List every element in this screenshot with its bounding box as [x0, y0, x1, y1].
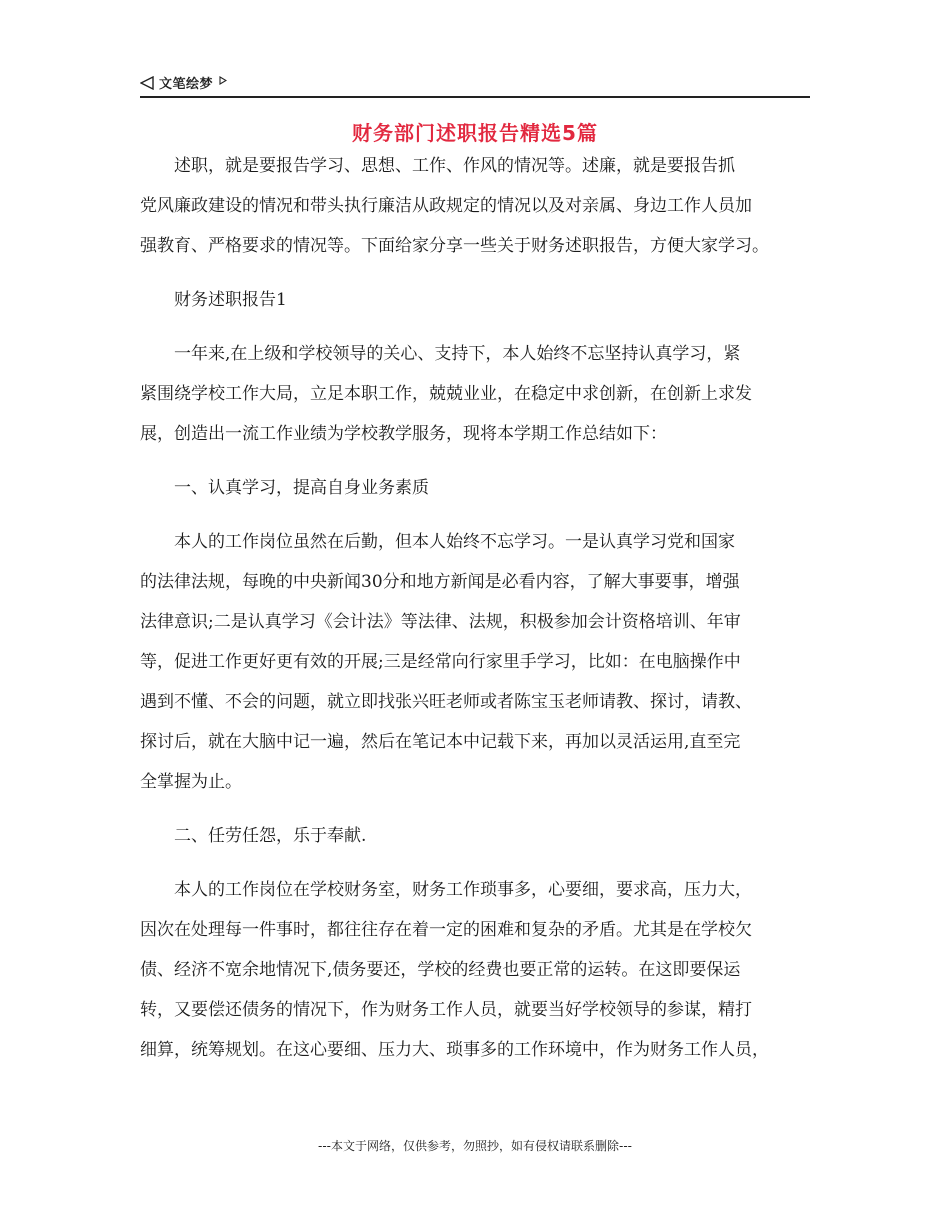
document-title: 财务部门述职报告精选5篇 [352, 121, 598, 145]
page-footer: ---本文于网络，仅供参考，勿照抄，如有侵权请联系删除--- [318, 1139, 632, 1153]
section-heading: 财务述职报告1 [174, 290, 287, 310]
intro-paragraph: 述职，就是要报告学习、思想、工作、作风的情况等。述廉，就是要报告抓 党风廉政建设的情况和带头执行廉洁从政规定的情况以及对亲属、身边工作人员加 强教育、严格要求的情况等。下面给家分享一些关于财务述职报告，方便大家学习。 [140, 156, 769, 256]
document-body [140, 146, 820, 1084]
brand-logo [140, 73, 227, 92]
page-header [140, 72, 810, 98]
triangle-left-icon [140, 76, 154, 90]
body-paragraph: 本人的工作岗位在学校财务室，财务工作琐事多，心要细，要求高，压力大， 因次在处理每一件事时，都往往存在着一定的困难和复杂的矛盾。尤其是在学校欠 债、经济不宽余地情况下,债务要还，学校的经费也要正常的运转。在这即要保运 转，又要偿还债务的情况下，作为财务工作人员，就要当好学校领导的参谋，精打 细算，统筹规划。在这心要细、压力大、琐事多的工作环境中，作为财务工作人员， [140, 880, 769, 1060]
brand-name: 文笔绘梦 [159, 77, 214, 92]
subsection-heading: 一、认真学习，提高自身业务素质 [174, 478, 429, 498]
body-paragraph: 一年来,在上级和学校领导的关心、支持下，本人始终不忘坚持认真学习，紧 紧围绕学校工作大局，立足本职工作，兢兢业业，在稳定中求创新，在创新上求发 展，创造出一流工作业绩为学校教学服务，现将本学期工作总结如下： [140, 344, 752, 444]
body-paragraph: 本人的工作岗位虽然在后勤，但本人始终不忘学习。一是认真学习党和国家 的法律法规，每晚的中央新闻30分和地方新闻是必看内容，了解大事要事，增强 法律意识;二是认真学习《会计法》等法律、法规，积极参加会计资格培训、年审 等，促进工作更好更有效的开展;三是经常向行家里手学习，比如：在电脑操作中 遇到不懂、不会的问题，就立即找张兴旺老师或者陈宝玉老师请教、探讨，请教、 探讨后，就在大脑中记一遍，然后在笔记本中记载下来，再加以灵活运用,直至完 全掌握为止。 [140, 532, 752, 792]
triangle-right-icon [219, 76, 227, 85]
subsection-heading: 二、任劳任怨，乐于奉献. [174, 826, 367, 846]
